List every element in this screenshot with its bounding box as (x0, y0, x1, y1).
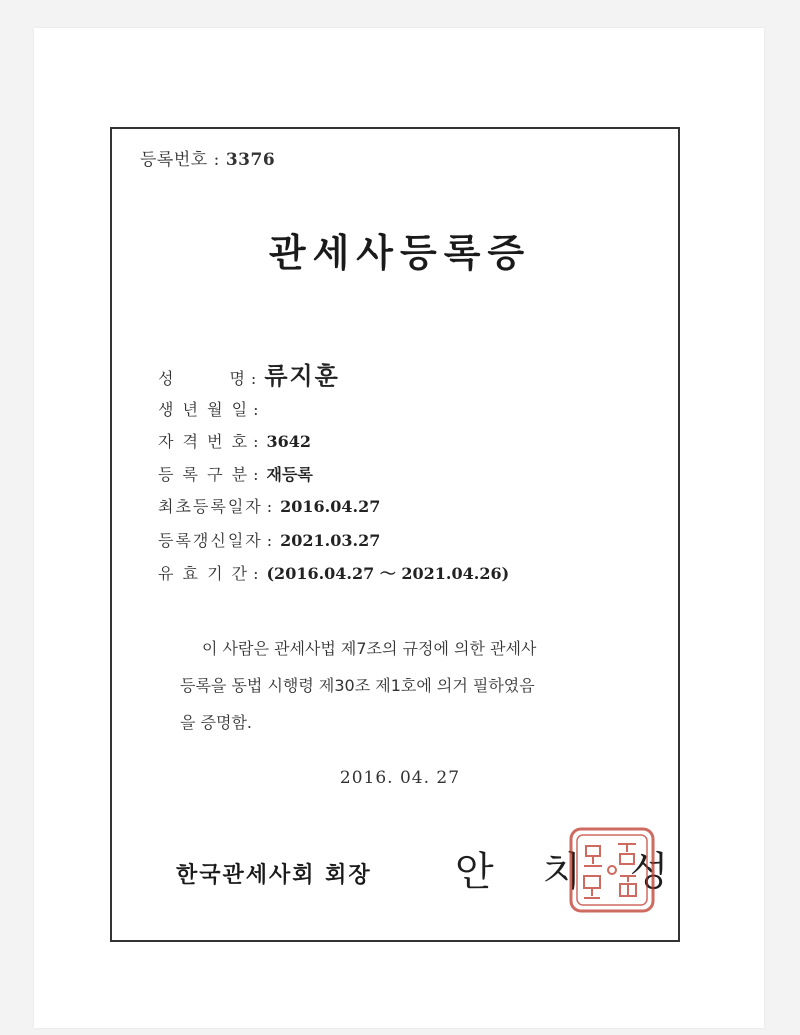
issuer-title: 한국관세사회 회장 (176, 863, 372, 888)
field-name-label: 성 명 (158, 369, 247, 388)
field-qualification-label: 자 격 번 호 (158, 432, 250, 451)
field-colon: : (250, 369, 257, 388)
certification-statement (180, 630, 640, 741)
field-colon: : (253, 564, 259, 583)
field-registration-type-value: 재등록 (266, 465, 313, 484)
registration-number-label: 등록번호 : (140, 150, 220, 170)
field-birth-label: 생 년 월 일 (158, 400, 250, 419)
field-birth (158, 397, 266, 420)
certificate-title: 관세사등록증 (268, 230, 532, 275)
field-name-value: 류지훈 (264, 361, 340, 390)
registration-number-value: 3376 (225, 150, 276, 170)
field-colon: : (253, 400, 259, 419)
statement-line-2: 등록을 동법 시행령 제30조 제1호에 의거 필하였음 (180, 676, 535, 695)
registration-number (140, 145, 275, 170)
field-validity (158, 561, 509, 584)
field-qualification-number (158, 429, 311, 452)
statement-line-1: 이 사람은 관세사법 제7조의 규정에 의한 관세사 (202, 639, 537, 658)
field-renewal-date-label: 등록갱신일자 (158, 531, 263, 550)
statement-line-3: 을 증명함. (180, 713, 252, 732)
field-validity-label: 유 효 기 간 (158, 564, 250, 583)
field-first-registration (158, 494, 380, 517)
field-renewal-date-value: 2021.03.27 (280, 531, 381, 550)
field-colon: : (253, 432, 259, 451)
field-colon: : (266, 531, 273, 550)
signatory-name: 안 치 성 (455, 849, 687, 895)
field-registration-type-label: 등 록 구 분 (158, 465, 250, 484)
field-validity-value: (2016.04.27 ～ 2021.04.26) (266, 564, 510, 583)
field-colon: : (266, 497, 273, 516)
field-name (158, 356, 340, 391)
field-colon: : (253, 465, 259, 484)
field-first-registration-value: 2016.04.27 (280, 497, 381, 516)
field-qualification-value: 3642 (266, 432, 312, 451)
field-registration-type (158, 462, 313, 485)
field-renewal-date (158, 528, 380, 551)
field-first-registration-label: 최초등록일자 (158, 497, 263, 516)
official-seal-stamp (568, 826, 656, 914)
issue-date: 2016. 04. 27 (339, 768, 461, 788)
